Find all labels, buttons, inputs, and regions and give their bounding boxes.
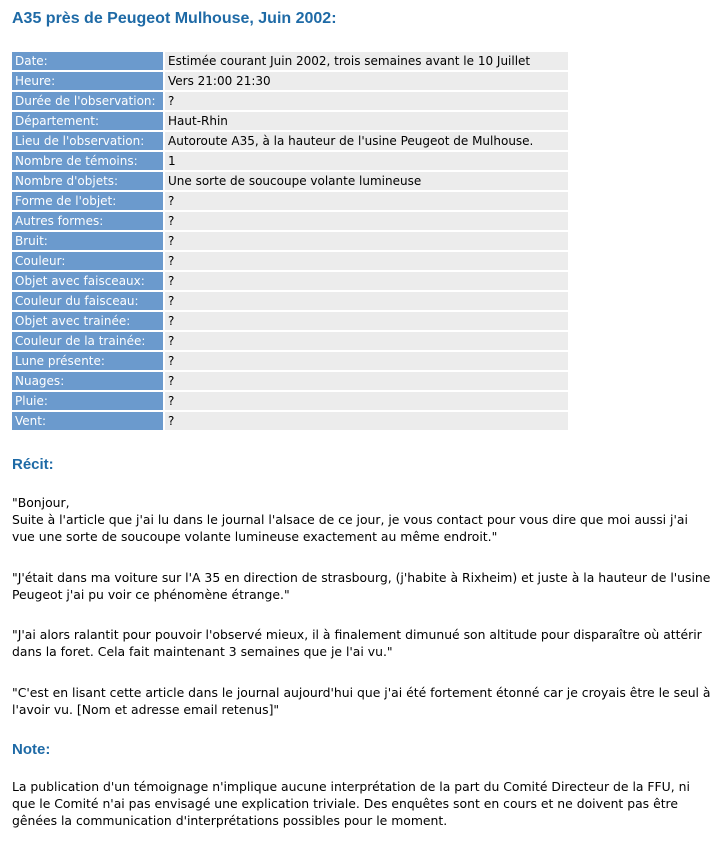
row-value: ? [163,292,568,310]
row-value: ? [163,332,568,350]
row-label: Nombre de témoins: [12,152,163,170]
row-label: Nombre d'objets: [12,172,163,190]
row-label: Durée de l'observation: [12,92,163,110]
table-row [12,352,568,370]
row-value: ? [163,392,568,410]
row-value: ? [163,212,568,230]
row-label: Département: [12,112,163,130]
table-row [12,152,568,170]
table-row [12,252,568,270]
table-row [12,172,568,190]
table-row [12,92,568,110]
table-row [12,52,568,70]
row-label: Autres formes: [12,212,163,230]
row-label: Bruit: [12,232,163,250]
row-label: Forme de l'objet: [12,192,163,210]
row-value: ? [163,192,568,210]
recit-paragraph-3: "J'ai alors ralantit pour pouvoir l'observé mieux, il à finalement dimunué son altitude pour disparaître où attérir dans la foret. Cela fait maintenant 3 semaines que je l'ai vu." [12,627,702,659]
table-row [12,292,568,310]
observation-table [12,50,568,432]
table-row [12,212,568,230]
row-value: Une sorte de soucoupe volante lumineuse [163,172,568,190]
note-text: La publication d'un témoignage n'implique aucune interprétation de la part du Comité Directeur de la FFU, ni que le Comité n'ai pas envisagé une explication triviale. Des enquêtes sont en cours et ne doivent pas être gênées la communication d'interprétations possibles pour le moment. [12,779,690,828]
table-row [12,112,568,130]
row-label: Nuages: [12,372,163,390]
table-row [12,132,568,150]
row-label: Objet avec faisceaux: [12,272,163,290]
recit-heading: Récit: [12,456,54,473]
recit-paragraph-4: "C'est en lisant cette article dans le journal aujourd'hui que j'ai été fortement étonné car je croyais être le seul à l'avoir vu. [Nom et adresse email retenus]" [12,685,711,717]
row-label: Vent: [12,412,163,430]
row-value: ? [163,252,568,270]
row-label: Heure: [12,72,163,90]
row-label: Pluie: [12,392,163,410]
row-label: Couleur du faisceau: [12,292,163,310]
row-value: ? [163,92,568,110]
table-row [12,332,568,350]
row-value: ? [163,372,568,390]
row-label: Couleur: [12,252,163,270]
row-value: ? [163,272,568,290]
row-value: ? [163,412,568,430]
table-row [12,312,568,330]
table-row [12,272,568,290]
row-value: ? [163,232,568,250]
recit-paragraph-2: "J'était dans ma voiture sur l'A 35 en direction de strasbourg, (j'habite à Rixheim) et juste à la hauteur de l'usine Peugeot j'ai pu voir ce phénomène étrange." [12,570,711,602]
recit-paragraph-1: "Bonjour, Suite à l'article que j'ai lu dans le journal l'alsace de ce jour, je vous contact pour vous dire que moi aussi j'ai vue une sorte de soucoupe volante lumineuse exactement au même endroit." [12,495,688,544]
row-label: Lieu de l'observation: [12,132,163,150]
row-value: Autoroute A35, à la hauteur de l'usine Peugeot de Mulhouse. [163,132,568,150]
row-label: Objet avec trainée: [12,312,163,330]
row-value: Estimée courant Juin 2002, trois semaines avant le 10 Juillet [163,52,568,70]
row-label: Couleur de la trainée: [12,332,163,350]
row-label: Lune présente: [12,352,163,370]
table-row [12,232,568,250]
row-value: 1 [163,152,568,170]
row-value: Haut-Rhin [163,112,568,130]
table-row [12,192,568,210]
row-value: ? [163,352,568,370]
row-value: ? [163,312,568,330]
table-row [12,392,568,410]
note-heading: Note: [12,741,51,758]
table-row [12,412,568,430]
page-title: A35 près de Peugeot Mulhouse, Juin 2002: [12,10,337,27]
table-row [12,372,568,390]
row-label: Date: [12,52,163,70]
table-row [12,72,568,90]
row-value: Vers 21:00 21:30 [163,72,568,90]
